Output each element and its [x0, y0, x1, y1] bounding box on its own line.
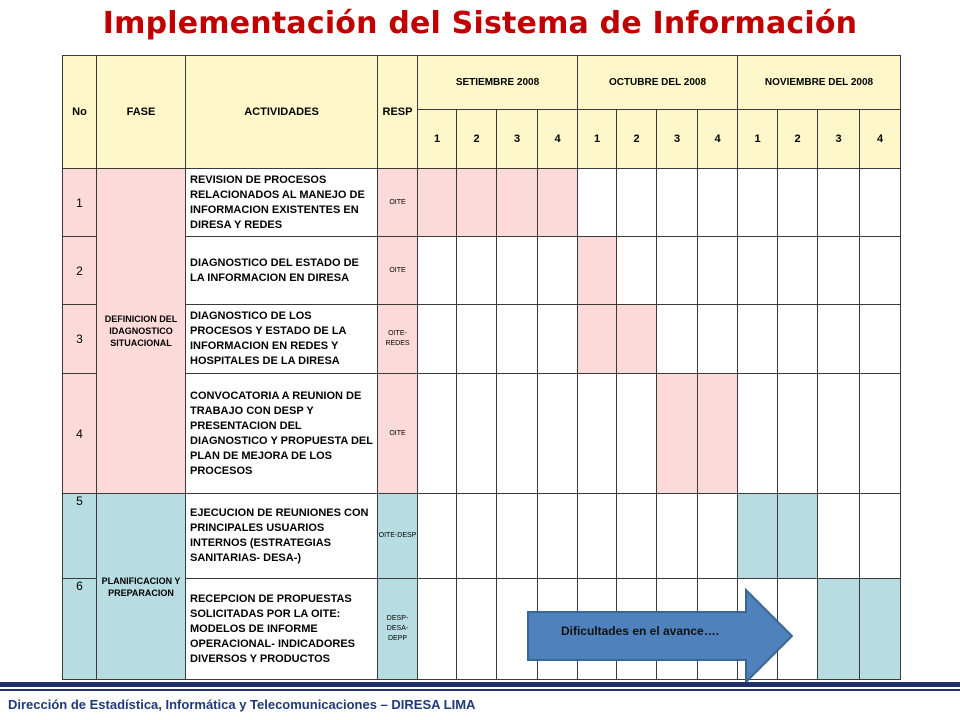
row-number: 1 [63, 169, 97, 237]
activity-cell: REVISION DE PROCESOS RELACIONADOS AL MANEJO DE INFORMACION EXISTENTES EN DIRESA Y REDES [186, 169, 378, 237]
table-row [63, 169, 901, 237]
week-cell [418, 169, 457, 237]
callout-text: Dificultades en el avance…. [560, 624, 720, 638]
header-resp: RESP [378, 56, 418, 169]
week-cell [860, 374, 901, 494]
phase-cell: DEFINICION DEL IDAGNOSTICO SITUACIONAL [97, 169, 186, 494]
week-cell [617, 305, 657, 374]
week-cell [617, 169, 657, 237]
activity-cell: DIAGNOSTICO DE LOS PROCESOS Y ESTADO DE LA INFORMACION EN REDES Y HOSPITALES DE LA DIRESA [186, 305, 378, 374]
week-cell [497, 237, 538, 305]
week-cell [698, 237, 738, 305]
week-cell [497, 374, 538, 494]
week-cell [657, 237, 698, 305]
week-header: 2 [778, 110, 818, 169]
week-cell [418, 374, 457, 494]
activity-cell: RECEPCION DE PROPUESTAS SOLICITADAS POR LA OITE: MODELOS DE INFORME OPERACIONAL- INDICADORES DIVERSOS Y PRODUCTOS [186, 579, 378, 680]
row-number: 5 [63, 494, 97, 579]
week-cell [818, 374, 860, 494]
week-header: 4 [538, 110, 578, 169]
week-header: 1 [578, 110, 617, 169]
week-cell [418, 237, 457, 305]
week-header: 3 [497, 110, 538, 169]
week-cell [860, 494, 901, 579]
table-row [63, 237, 901, 305]
week-cell [657, 494, 698, 579]
week-cell [457, 579, 497, 680]
week-cell [457, 169, 497, 237]
week-cell [698, 494, 738, 579]
resp-cell: OITE [378, 237, 418, 305]
week-cell [778, 237, 818, 305]
week-cell [457, 237, 497, 305]
phase-cell: PLANIFICACION Y PREPARACION [97, 494, 186, 680]
week-header: 4 [860, 110, 901, 169]
header-actividades: ACTIVIDADES [186, 56, 378, 169]
activity-cell: EJECUCION DE REUNIONES CON PRINCIPALES USUARIOS INTERNOS (ESTRATEGIAS SANITARIAS- DESA-) [186, 494, 378, 579]
week-cell [738, 305, 778, 374]
week-cell [738, 494, 778, 579]
resp-cell: OITE [378, 374, 418, 494]
month-header: SETIEMBRE 2008 [418, 56, 578, 110]
week-cell [778, 305, 818, 374]
week-header: 1 [738, 110, 778, 169]
week-cell [860, 305, 901, 374]
week-cell [418, 494, 457, 579]
week-cell [818, 494, 860, 579]
week-cell [657, 374, 698, 494]
week-cell [738, 237, 778, 305]
week-cell [860, 169, 901, 237]
week-header: 4 [698, 110, 738, 169]
table-row [63, 494, 901, 579]
footer-divider [0, 689, 960, 691]
week-cell [578, 305, 617, 374]
week-cell [738, 169, 778, 237]
gantt-table [62, 55, 901, 680]
footer-text: Dirección de Estadística, Informática y Telecomunicaciones – DIRESA LIMA [8, 697, 476, 712]
week-cell [657, 169, 698, 237]
week-header: 3 [657, 110, 698, 169]
week-cell [497, 169, 538, 237]
header-no: No [63, 56, 97, 169]
week-cell [538, 374, 578, 494]
week-header: 3 [818, 110, 860, 169]
week-cell [418, 579, 457, 680]
week-cell [538, 169, 578, 237]
resp-cell: OITE [378, 169, 418, 237]
week-cell [860, 579, 901, 680]
week-cell [578, 237, 617, 305]
resp-cell: OITE-DESP [378, 494, 418, 579]
week-cell [738, 374, 778, 494]
week-cell [617, 237, 657, 305]
row-number: 4 [63, 374, 97, 494]
week-cell [698, 305, 738, 374]
week-cell [418, 305, 457, 374]
activity-cell: DIAGNOSTICO DEL ESTADO DE LA INFORMACION EN DIRESA [186, 237, 378, 305]
week-cell [778, 494, 818, 579]
table-row [63, 305, 901, 374]
week-cell [818, 579, 860, 680]
week-cell [578, 494, 617, 579]
week-cell [538, 494, 578, 579]
table-row [63, 374, 901, 494]
slide-title: Implementación del Sistema de Información [102, 6, 858, 41]
row-number: 6 [63, 579, 97, 680]
week-cell [578, 374, 617, 494]
week-cell [538, 237, 578, 305]
resp-cell: DESP-DESA-DEPP [378, 579, 418, 680]
week-cell [578, 169, 617, 237]
footer-divider [0, 682, 960, 687]
week-cell [698, 374, 738, 494]
week-cell [818, 237, 860, 305]
week-cell [860, 237, 901, 305]
week-header: 2 [617, 110, 657, 169]
activity-cell: CONVOCATORIA A REUNION DE TRABAJO CON DESP Y PRESENTACION DEL DIAGNOSTICO Y PROPUESTA DEL PLAN DE MEJORA DE LOS PROCESOS [186, 374, 378, 494]
week-cell [657, 305, 698, 374]
week-cell [818, 169, 860, 237]
week-cell [538, 305, 578, 374]
week-cell [457, 305, 497, 374]
week-cell [457, 494, 497, 579]
row-number: 2 [63, 237, 97, 305]
month-header: NOVIEMBRE DEL 2008 [738, 56, 901, 110]
week-header: 1 [418, 110, 457, 169]
week-cell [818, 305, 860, 374]
week-cell [497, 305, 538, 374]
row-number: 3 [63, 305, 97, 374]
week-cell [778, 169, 818, 237]
week-cell [457, 374, 497, 494]
week-cell [698, 169, 738, 237]
week-cell [778, 374, 818, 494]
week-cell [617, 374, 657, 494]
week-cell [497, 494, 538, 579]
week-header: 2 [457, 110, 497, 169]
resp-cell: OITE-REDES [378, 305, 418, 374]
month-header: OCTUBRE DEL 2008 [578, 56, 738, 110]
week-cell [617, 494, 657, 579]
header-fase: FASE [97, 56, 186, 169]
